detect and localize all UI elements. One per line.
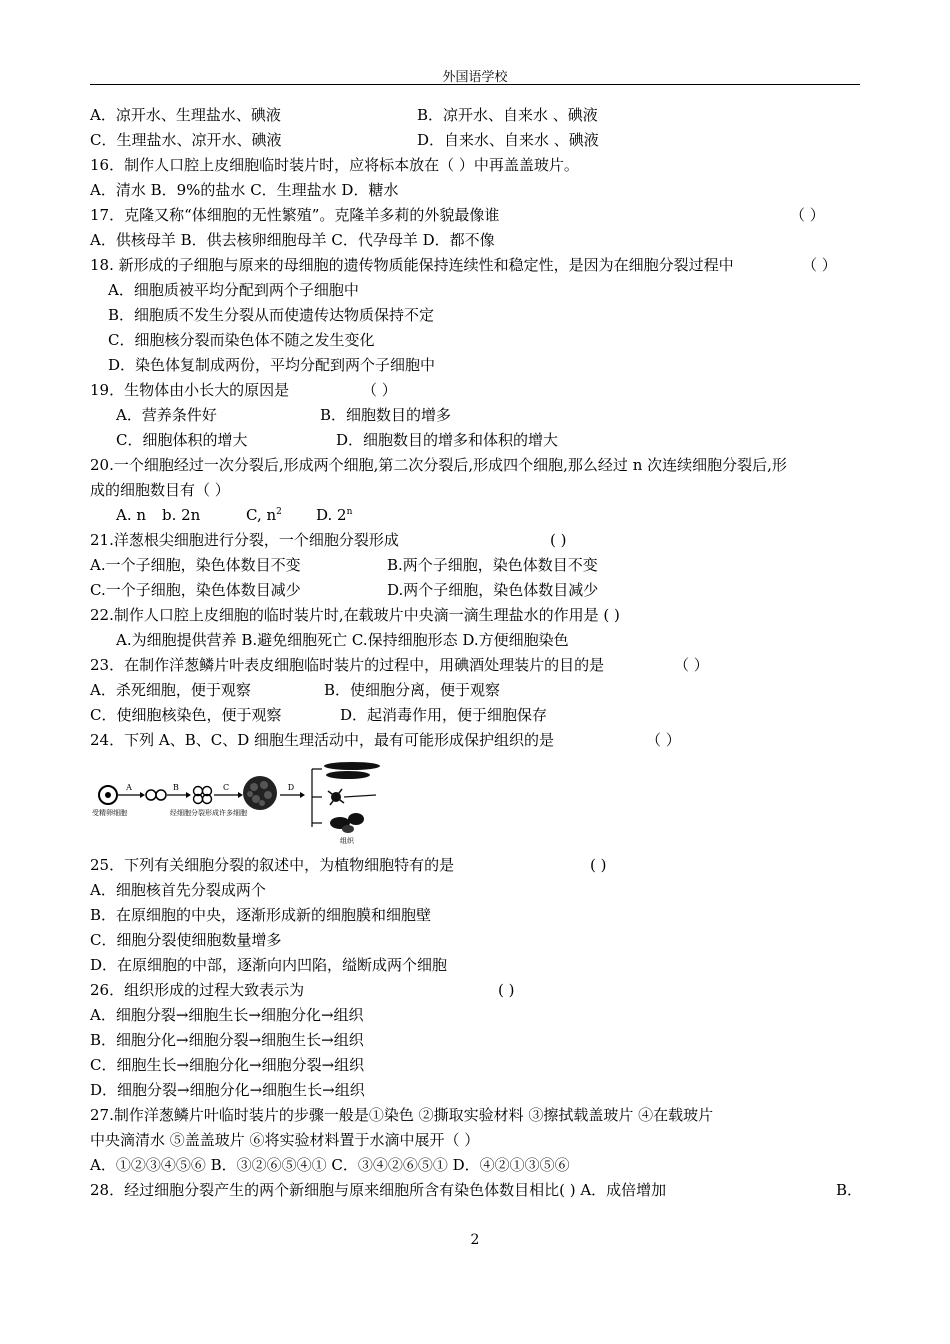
q28-stem: 28．经过细胞分裂产生的两个新细胞与原来细胞所含有染色体数目相比( ) A．成倍增加 (90, 1181, 667, 1199)
q26-option-a: A．细胞分裂→细胞生长→细胞分化→组织 (90, 1006, 364, 1024)
header-rule (90, 84, 860, 85)
q23-stem: 23．在制作洋葱鳞片叶表皮细胞临时装片的过程中，用碘酒处理装片的目的是 (90, 656, 605, 674)
q23-option-b: B．使细胞分离，便于观察 (324, 681, 501, 699)
q27-options: A．①②③④⑤⑥ B．③②⑥⑤④① C．③④②⑥⑤① D．④②①③⑤⑥ (90, 1156, 570, 1174)
arrow-d-head (300, 792, 305, 798)
q24-figure-area (90, 753, 862, 853)
question-content (90, 103, 862, 1203)
q23-answer-paren: （ ） (674, 656, 709, 674)
cell-cluster (243, 776, 277, 810)
q19-stem-row (90, 378, 862, 403)
q20-option-a: A. n (116, 506, 147, 524)
q18-answer-paren: （ ） (802, 256, 837, 274)
q16-stem: 16．制作人口腔上皮细胞临时装片时，应将标本放在（ ）中再盖盖玻片。 (90, 156, 579, 174)
q18-option-d: D．染色体复制成两份，平均分配到两个子细胞中 (108, 356, 436, 374)
q23-row-cd (90, 703, 862, 728)
q25-answer-paren: ( ) (590, 856, 607, 874)
arrow-b-label: B (173, 783, 179, 792)
arrow-c-head (238, 792, 243, 798)
q21-option-d: D.两个子细胞，染色体数目减少 (387, 581, 599, 599)
q25-option-a: A．细胞核首先分裂成两个 (90, 881, 266, 899)
q23-row-ab (90, 678, 862, 703)
q20-option-c-base: C, n (246, 506, 277, 524)
arrow-a-label: A (126, 783, 132, 792)
q20-option-b: b. 2n (162, 506, 201, 524)
q20-option-c-sup: 2 (276, 507, 282, 517)
q19-stem: 19．生物体由小长大的原因是 (90, 381, 290, 399)
two-cell-left (146, 790, 156, 800)
q17-options: A．供核母羊 B．供去核卵细胞母羊 C．代孕母羊 D．都不像 (90, 231, 495, 249)
q20-option-c (246, 503, 282, 528)
tissue-sample-bottom (330, 813, 364, 833)
q25-stem-row (90, 853, 862, 878)
q20-stem-line1: 20.一个细胞经过一次分裂后,形成两个细胞,第二次分裂后,形成四个细胞,那么经过 n 次连续细胞分裂后,形 (90, 456, 787, 474)
arrow-c-label: C (222, 783, 230, 792)
q17-stem: 17．克隆又称“体细胞的无性繁殖”。克隆羊多莉的外貌最像谁 (90, 206, 500, 224)
q24-stem-row (90, 728, 862, 753)
arrow-d-label: D (287, 783, 295, 792)
q26-option-d: D．细胞分裂→细胞分化→细胞生长→组织 (90, 1081, 365, 1099)
q19-row-cd (90, 428, 862, 453)
q24-answer-paren: （ ） (646, 731, 681, 749)
q20-stem-line2: 成的细胞数目有（ ） (90, 481, 230, 499)
q20-option-d (316, 503, 352, 528)
page-header: 外国语学校 (442, 70, 508, 85)
q15-option-b: B．凉开水、自来水 、碘液 (417, 106, 598, 124)
q19-row-ab (90, 403, 862, 428)
q23-option-d: D．起消毒作用，便于细胞保存 (340, 706, 548, 724)
q22-options: A.为细胞提供营养 B.避免细胞死亡 C.保持细胞形态 D.方便细胞染色 (116, 631, 569, 649)
q25-option-c: C．细胞分裂使细胞数量增多 (90, 931, 282, 949)
q21-option-a: A.一个子细胞，染色体数目不变 (90, 556, 301, 574)
label-tissue: 组织 (340, 837, 354, 845)
q27-stem-line1: 27.制作洋葱鳞片叶临时装片的步骤一般是①染色 ②撕取实验材料 ③擦拭载盖玻片 ④在载玻片 (90, 1106, 714, 1124)
q20-options-row (90, 503, 862, 528)
q17-stem-row (90, 203, 862, 228)
q20-option-d-sup: n (346, 507, 353, 517)
q21-row-ab (90, 553, 862, 578)
page-number: 2 (470, 1232, 480, 1248)
tissue-branch-bracket (312, 769, 322, 827)
label-fertilized-egg: 受精卵细胞 (92, 809, 127, 817)
q26-option-b: B．细胞分化→细胞分裂→细胞生长→组织 (90, 1031, 364, 1049)
q16-options: A．清水 B．9%的盐水 C．生理盐水 D．糖水 (90, 181, 399, 199)
q26-option-c: C．细胞生长→细胞分化→细胞分裂→组织 (90, 1056, 365, 1074)
q18-stem: 18. 新形成的子细胞与原来的母细胞的遗传物质能保持连续性和稳定性，是因为在细胞分裂过程中 (90, 256, 734, 274)
q20-option-d-base: D. 2 (316, 506, 347, 524)
q21-answer-paren: ( ) (550, 531, 567, 549)
q21-stem: 21.洋葱根尖细胞进行分裂，一个细胞分裂形成 (90, 531, 399, 549)
tissue-sample-top (324, 762, 380, 779)
q18-stem-row (90, 253, 862, 278)
arrow-b-head (186, 792, 191, 798)
fertilized-egg-nucleus (105, 792, 111, 798)
q28-option-b: B． (836, 1181, 863, 1199)
q25-option-b: B．在原细胞的中央，逐渐形成新的细胞膜和细胞壁 (90, 906, 432, 924)
q18-option-b: B．细胞质不发生分裂从而使遗传达物质保持不定 (108, 306, 435, 324)
q21-option-c: C.一个子细胞，染色体数目减少 (90, 581, 301, 599)
q21-stem-row (90, 528, 862, 553)
four-cells (194, 787, 212, 804)
q26-stem-row (90, 978, 862, 1003)
q23-option-a: A．杀死细胞，便于观察 (90, 681, 251, 699)
q22-stem: 22.制作人口腔上皮细胞的临时装片时,在载玻片中央滴一滴生理盐水的作用是 ( ) (90, 606, 620, 624)
q19-option-d: D．细胞数目的增多和体积的增大 (336, 431, 559, 449)
q28-stem-row (90, 1178, 862, 1203)
q23-option-c: C．使细胞核染色，便于观察 (90, 706, 282, 724)
q15-row-ab (90, 103, 862, 128)
q19-option-b: B．细胞数目的增多 (320, 406, 452, 424)
q23-stem-row (90, 653, 862, 678)
q17-answer-paren: （ ） (790, 206, 825, 224)
arrow-a-head (140, 792, 145, 798)
q21-option-b: B.两个子细胞，染色体数目不变 (387, 556, 598, 574)
q18-option-a: A．细胞质被平均分配到两个子细胞中 (108, 281, 359, 299)
q26-answer-paren: ( ) (498, 981, 515, 999)
q15-option-a: A．凉开水、生理盐水、碘液 (90, 106, 281, 124)
two-cell-right (156, 790, 166, 800)
q25-option-d: D．在原细胞的中部，逐渐向内凹陷，缢断成两个细胞 (90, 956, 448, 974)
q21-row-cd (90, 578, 862, 603)
q15-option-d: D．自来水、自来水 、碘液 (417, 131, 599, 149)
q26-stem: 26．组织形成的过程大致表示为 (90, 981, 305, 999)
q15-row-cd (90, 128, 862, 153)
cell-division-figure (90, 761, 392, 847)
tissue-sample-middle (328, 789, 376, 805)
q19-option-c: C．细胞体积的增大 (116, 431, 248, 449)
q19-answer-paren: （ ） (362, 381, 397, 399)
q18-option-c: C．细胞核分裂而染色体不随之发生变化 (108, 331, 375, 349)
q15-option-c: C．生理盐水、凉开水、碘液 (90, 131, 282, 149)
q27-stem-line2: 中央滴清水 ⑤盖盖玻片 ⑥将实验材料置于水滴中展开（ ） (90, 1131, 480, 1149)
label-division: 经细胞分裂形成许多细胞 (170, 809, 247, 817)
q25-stem: 25．下列有关细胞分裂的叙述中，为植物细胞特有的是 (90, 856, 455, 874)
q19-option-a: A．营养条件好 (116, 406, 217, 424)
q24-stem: 24．下列 A、B、C、D 细胞生理活动中，最有可能形成保护组织的是 (90, 731, 554, 749)
